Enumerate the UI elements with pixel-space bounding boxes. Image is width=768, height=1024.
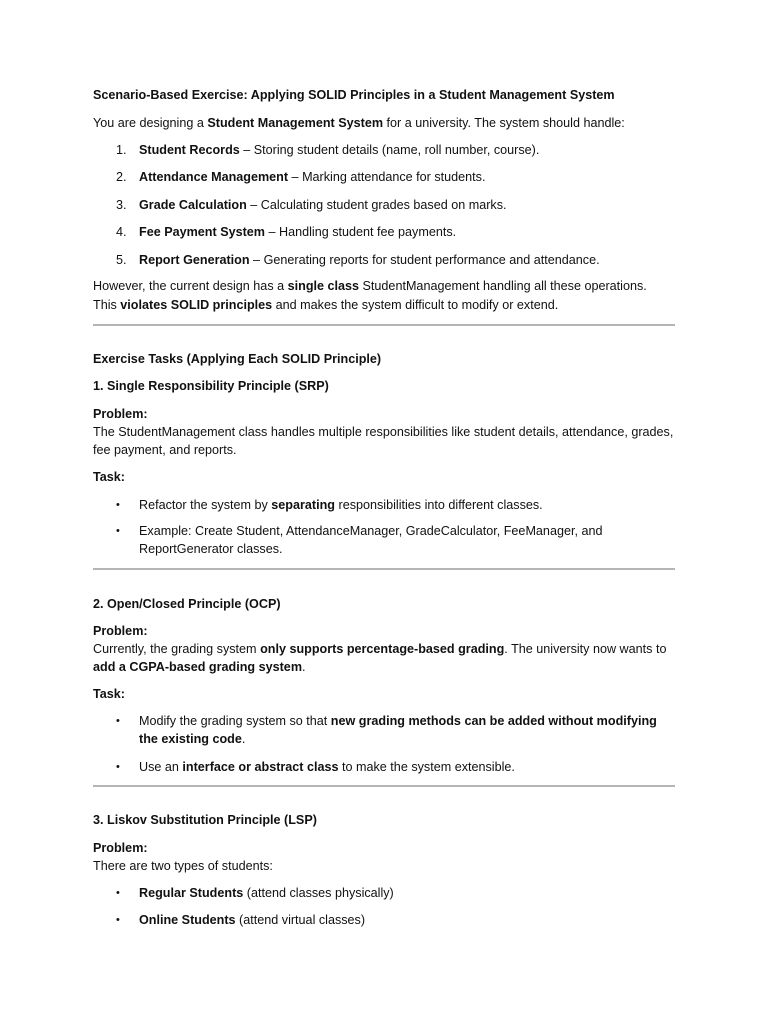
however-line: However, the current design has a single class StudentManagement handling all these operations. — [93, 279, 647, 293]
srp-task-bullet-2: Example: Create Student, AttendanceManager, GradeCalculator, FeeManager, and ReportGenerator classes. — [139, 524, 603, 556]
srp-heading: 1. Single Responsibility Principle (SRP) — [93, 379, 329, 393]
ocp-task-bullet-2: Use an interface or abstract class to make the system extensible. — [139, 760, 515, 774]
ocp-heading: 2. Open/Closed Principle (OCP) — [93, 597, 281, 611]
lsp-problem-text: There are two types of students: — [93, 859, 273, 873]
list-number: 3. — [116, 198, 127, 212]
horizontal-rule — [93, 568, 675, 570]
bullet-icon: • — [116, 525, 120, 537]
bullet-icon: • — [116, 715, 120, 727]
lsp-bullet-online: Online Students (attend virtual classes) — [139, 913, 366, 927]
list-number: 2. — [116, 170, 127, 184]
list-item-reports: Report Generation – Generating reports for student performance and attendance. — [139, 253, 600, 267]
violation-line: This violates SOLID principles and makes the system difficult to modify or extend. — [93, 298, 559, 312]
list-number: 4. — [116, 225, 127, 239]
srp-problem-label: Problem: — [93, 407, 148, 421]
horizontal-rule — [93, 785, 675, 787]
ocp-task-bullet-1: Modify the grading system so that new grading methods can be added without modifying the existing code. — [139, 714, 657, 746]
list-item-fees: Fee Payment System – Handling student fee payments. — [139, 225, 457, 239]
ocp-problem-text: Currently, the grading system only supports percentage-based grading. The university now wants to add a CGPA-based grading system. — [93, 642, 667, 674]
ocp-problem-label: Problem: — [93, 624, 148, 638]
intro-paragraph: You are designing a Student Management System for a university. The system should handle: — [93, 116, 625, 130]
lsp-bullet-regular: Regular Students (attend classes physically) — [139, 886, 394, 900]
document-title: Scenario-Based Exercise: Applying SOLID Principles in a Student Management System — [93, 88, 615, 102]
list-item-attendance: Attendance Management – Marking attendance for students. — [139, 170, 486, 184]
bullet-icon: • — [116, 761, 120, 773]
bullet-icon: • — [116, 499, 120, 511]
bullet-icon: • — [116, 914, 120, 926]
bullet-icon: • — [116, 887, 120, 899]
list-item-student-records: Student Records – Storing student details (name, roll number, course). — [139, 143, 540, 157]
horizontal-rule — [93, 324, 675, 326]
list-item-grades: Grade Calculation – Calculating student grades based on marks. — [139, 198, 507, 212]
srp-task-label: Task: — [93, 470, 125, 484]
ocp-task-label: Task: — [93, 687, 125, 701]
lsp-heading: 3. Liskov Substitution Principle (LSP) — [93, 813, 317, 827]
list-number: 1. — [116, 143, 127, 157]
srp-task-bullet-1: Refactor the system by separating responsibilities into different classes. — [139, 498, 543, 512]
tasks-heading: Exercise Tasks (Applying Each SOLID Principle) — [93, 352, 382, 366]
lsp-problem-label: Problem: — [93, 841, 148, 855]
srp-problem-text: The StudentManagement class handles multiple responsibilities like student details, attendance, grades, fee payment, and reports. — [93, 425, 674, 457]
list-number: 5. — [116, 253, 127, 267]
